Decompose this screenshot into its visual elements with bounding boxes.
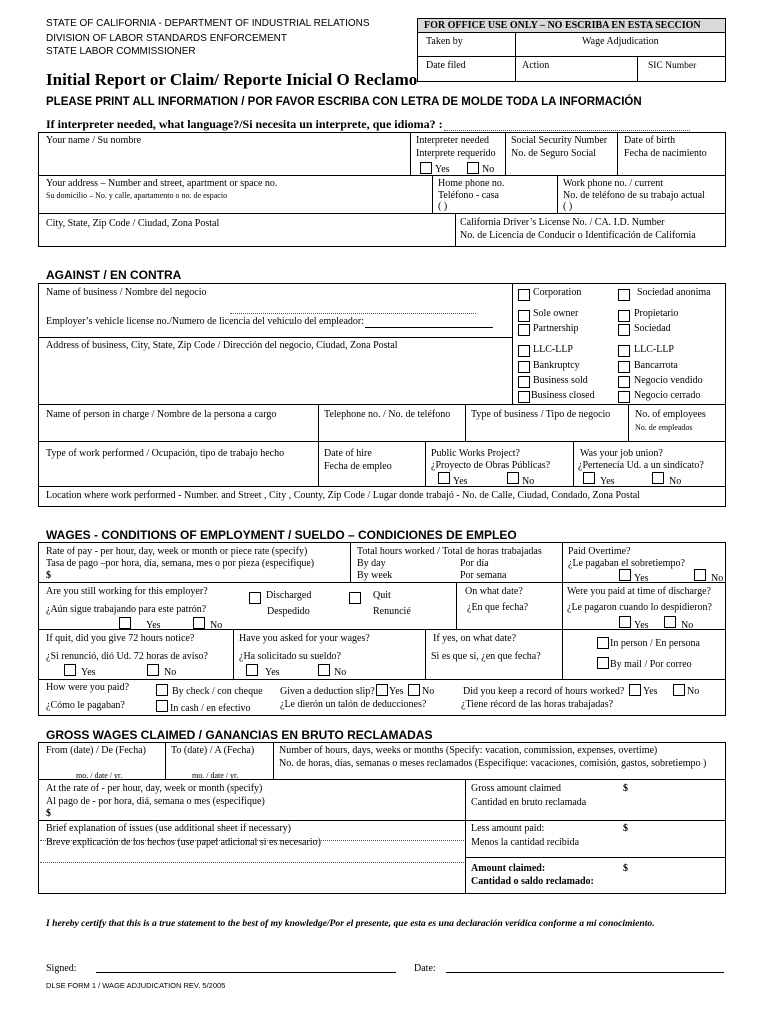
overtime-no-label: No [711,573,724,584]
agency-line-2: DIVISION OF LABOR STANDARDS ENFORCEMENT [46,33,287,44]
hire-date-label-es: Fecha de empleo [324,461,392,472]
llc-llp-es-label: LLC-LLP [634,344,674,355]
overtime-no-checkbox[interactable] [694,569,706,581]
corporation-label: Corporation [533,287,582,298]
discharged-label: Discharged [266,590,312,601]
union-no-checkbox[interactable] [652,472,664,484]
signed-label: Signed: [46,963,77,974]
work-type-label: Type of work performed / Ocupación, tipo de trabajo hecho [46,448,285,459]
public-works-no-label: No [522,476,535,487]
wages-heading: WAGES - CONDITIONS OF EMPLOYMENT / SUELDO – CONDICIONES DE EMPLEO [46,528,517,542]
deduction-slip-no-checkbox[interactable] [408,684,420,696]
propietario-checkbox[interactable] [618,310,630,322]
business-closed-checkbox[interactable] [518,391,530,403]
record-no-label: No [687,686,700,697]
amount-claimed-label-es: Cantidad o saldo reclamado: [471,876,594,887]
quit-label: Quit [373,590,391,601]
in-cash-checkbox[interactable] [156,700,168,712]
drivers-license-label: California Driver’s License No. / CA. I.D. Number [460,217,665,228]
rate-of-pay-label: Rate of pay - per hour, day, week or month or piece rate (specify) [46,546,308,557]
public-works-label-es: ¿Proyecto de Obras Públicas? [431,460,551,471]
home-phone-label-es: Teléfono - casa [438,190,499,201]
notice-no-label: No [164,667,177,678]
if-yes-date-label: If yes, on what date? [433,633,517,644]
en-que-fecha-label: ¿En que fecha? [467,602,529,613]
still-working-yes-checkbox[interactable] [119,617,131,629]
by-week-label: By week [357,570,393,581]
by-day-label: By day [357,558,386,569]
brief-explanation-label-es: Breve explicación de los hechos (use papel adicional si es necesario) [46,837,321,848]
interpreter-needed-label: Interpreter needed [416,135,490,146]
partnership-checkbox[interactable] [518,324,530,336]
employees-label: No. of employees [635,409,706,420]
paid-discharge-label-es: ¿Le pagaron cuando lo despidieron? [567,602,712,613]
on-what-date-label: On what date? [465,586,523,597]
still-working-label: Are you still working for this employer? [46,586,208,597]
bancarrota-label: Bancarrota [634,360,678,371]
vehicle-license-label: Employer’s vehicle license no./Numero de licencia del vehículo del empleador: [46,316,365,327]
interpreter-yes-label: Yes [435,164,450,175]
your-name-field[interactable] [46,149,404,171]
overtime-label-es: ¿Le pagaban el sobretiempo? [568,558,685,569]
business-sold-checkbox[interactable] [518,376,530,388]
still-working-no-checkbox[interactable] [193,617,205,629]
notice-label-es: ¿Si renunció, dió Ud. 72 horas de aviso? [46,651,208,662]
union-label: Was your job union? [580,448,663,459]
explanation-line-2[interactable] [40,861,464,863]
against-heading: AGAINST / EN CONTRA [46,268,182,282]
still-working-yes-label: Yes [146,620,161,631]
at-rate-label: At the rate of - per hour, day, week or month (specify) [46,783,263,794]
form-number: DLSE FORM 1 / WAGE ADJUDICATION REV. 5/2005 [46,981,226,990]
vehicle-license-field[interactable] [365,327,493,328]
work-phone-field[interactable]: ( ) [563,201,573,212]
less-paid-label-es: Menos la cantidad recibida [471,837,580,848]
city-label: City, State, Zip Code / Ciudad, Zona Postal [46,218,220,229]
office-date-filed: Date filed [426,60,466,71]
paid-discharge-yes-checkbox[interactable] [619,616,631,628]
signature-date-line[interactable] [446,972,724,973]
business-sold-label: Business sold [533,375,588,386]
por-semana-label: Por semana [460,570,507,581]
union-label-es: ¿Pertenecía Ud. a un sindicato? [578,460,704,471]
asked-no-label: No [334,667,347,678]
less-paid-label: Less amount paid: [471,823,545,834]
still-working-no-label: No [210,620,223,631]
asked-yes-label: Yes [265,667,280,678]
in-cash-label: In cash / en efectivo [170,703,251,714]
record-no-checkbox[interactable] [673,684,685,696]
if-yes-date-label-es: Si es que si, ¿en que fecha? [431,651,541,662]
sole-owner-checkbox[interactable] [518,310,530,322]
gross-amount-label: Gross amount claimed [471,783,561,794]
office-action: Action [522,60,550,71]
business-name-label: Name of business / Nombre del negocio [46,287,207,298]
dob-label: Date of birth [624,135,676,146]
renuncie-label: Renuncié [373,606,411,617]
form-title: Initial Report or Claim/ Reporte Inicial O Reclamo [46,70,418,89]
by-check-label: By check / con cheque [172,686,263,697]
address-label-es: Su domicilio – No. y calle, apartamento o no. de espacio [46,191,228,200]
por-dia-label: Por día [460,558,489,569]
from-date-label: From (date) / De (Fecha) [46,745,146,756]
public-works-yes-checkbox[interactable] [438,472,450,484]
office-taken-by: Taken by [426,36,463,47]
corporation-checkbox[interactable] [518,289,530,301]
record-yes-checkbox[interactable] [629,684,641,696]
number-hours-label: Number of hours, days, weeks or months (Specify: vacation, commission, expenses, overtime) [279,745,658,756]
interpreter-yes-checkbox[interactable] [420,162,432,174]
by-mail-label: By mail / Por correo [610,659,692,670]
partnership-label: Partnership [533,323,579,334]
employees-label-es: No. de empleados [635,423,693,432]
address-label: Your address – Number and street, apartment or space no. [46,178,278,189]
asked-yes-checkbox[interactable] [246,664,258,676]
certification-statement: I hereby certify that this is a true statement to the best of my knowledge/Por el presente, que esta es una declaración verídica conforme a mi conocimiento. [46,918,655,929]
work-phone-label: Work phone no. / current [563,178,663,189]
llc-llp-es-checkbox[interactable] [618,345,630,357]
union-no-label: No [669,476,682,487]
agency-line-1: STATE OF CALIFORNIA - DEPARTMENT OF INDUSTRIAL RELATIONS [46,18,370,29]
paid-discharge-no-label: No [681,620,694,631]
public-works-label: Public Works Project? [431,448,520,459]
paid-discharge-label: Were you paid at time of discharge? [567,586,711,597]
claimed-heading: GROSS WAGES CLAIMED / GANANCIAS EN BRUTO RECLAMADAS [46,728,433,742]
record-hours-label-es: ¿Tiene récord de las horas trabajadas? [461,699,614,710]
overtime-yes-label: Yes [634,573,649,584]
interpreter-question: If interpreter needed, what language?/Si necesita un interprete, que idioma? : [46,117,443,131]
interpreter-language-field[interactable] [444,129,690,131]
business-closed-label: Business closed [531,390,595,401]
home-phone-label: Home phone no. [438,178,505,189]
overtime-yes-checkbox[interactable] [619,569,631,581]
brief-explanation-label: Brief explanation of issues (use additional sheet if necessary) [46,823,291,834]
public-works-yes-label: Yes [453,476,468,487]
rate-of-pay-label-es: Tasa de pago –por hora, día, semana, mes o por pieza (especifique) [46,558,315,569]
union-yes-label: Yes [600,476,615,487]
asked-no-checkbox[interactable] [318,664,330,676]
to-date-format: mo. / date / yr. [192,771,239,780]
office-heading: FOR OFFICE USE ONLY – NO ESCRIBA EN ESTA SECCION [424,20,701,31]
sociedad-checkbox[interactable] [618,324,630,336]
number-hours-label-es: No. de horas, días, semanas o meses reclamados (Especifique: vacaciones, comisión, gastos, sobretiempo ) [279,758,707,769]
address-field[interactable] [46,200,426,212]
bankruptcy-checkbox[interactable] [518,361,530,373]
negocio-vendido-label: Negocio vendido [634,375,703,386]
at-rate-label-es: Al pago de - por hora, diá, semana o mes (especifique) [46,796,265,807]
interpreter-no-label: No [482,164,495,175]
dob-label-es: Fecha de nacimiento [624,148,707,159]
less-paid-dollar: $ [623,823,628,834]
negocio-vendido-checkbox[interactable] [618,376,630,388]
propietario-label: Propietario [634,308,679,319]
in-person-label: In person / En persona [610,638,700,649]
office-wage-adjudication: Wage Adjudication [582,36,659,47]
gross-amount-dollar: $ [623,783,628,794]
sole-owner-label: Sole owner [533,308,579,319]
sociedad-anonima-checkbox[interactable] [618,289,630,301]
negocio-cerrado-label: Negocio cerrado [634,390,701,401]
paid-discharge-yes-label: Yes [634,620,649,631]
hours-worked-label: Total hours worked / Total de horas trabajadas [357,546,542,557]
deduction-slip-yes-label: Yes [389,686,404,697]
at-rate-dollar: $ [46,808,51,819]
bankruptcy-label: Bankruptcy [533,360,580,371]
by-mail-checkbox[interactable] [597,657,609,669]
instructions: PLEASE PRINT ALL INFORMATION / POR FAVOR ESCRIBA CON LETRA DE MOLDE TODA LA INFORMACIÓN [46,96,642,108]
despedido-label: Despedido [267,606,310,617]
your-name-label: Your name / Su nombre [46,135,142,146]
drivers-license-label-es: No. de Licencia de Conducir o Identificación de California [460,230,696,241]
home-phone-field[interactable]: ( ) [438,201,448,212]
how-paid-label-es: ¿Cómo le pagaban? [46,700,125,711]
discharged-checkbox[interactable] [249,592,261,604]
work-location-label: Location where work performed - Number. and Street , City , County, Zip Code / Lugar donde trabajó - No. de Calle, Ciudad, Condado, Zona Postal [46,490,640,501]
amount-claimed-dollar: $ [623,863,628,874]
signature-line[interactable] [96,972,396,973]
business-address-label: Address of business, City, State, Zip Code / Dirección del negocio, Ciudad, Zona Postal [46,340,398,351]
notice-yes-label: Yes [81,667,96,678]
business-name-field[interactable] [230,312,476,314]
hire-date-label: Date of hire [324,448,372,459]
agency-line-3: STATE LABOR COMMISSIONER [46,46,196,57]
rate-dollar-sign: $ [46,570,51,581]
interpreter-no-checkbox[interactable] [467,162,479,174]
notice-yes-checkbox[interactable] [64,664,76,676]
amount-claimed-label: Amount claimed: [471,863,546,874]
gross-amount-label-es: Cantidad en bruto reclamada [471,797,587,808]
record-hours-label: Did you keep a record of hours worked? [463,686,625,697]
interpreter-required-label: Interprete requerido [416,148,496,159]
llc-llp-checkbox[interactable] [518,345,530,357]
how-paid-label: How were you paid? [46,682,130,693]
ssn-label: Social Security Number [511,135,608,146]
bancarrota-checkbox[interactable] [618,361,630,373]
paid-discharge-no-checkbox[interactable] [664,616,676,628]
type-of-business-label: Type of business / Tipo de negocio [471,409,611,420]
by-check-checkbox[interactable] [156,684,168,696]
public-works-no-checkbox[interactable] [507,472,519,484]
record-yes-label: Yes [643,686,658,697]
date-label: Date: [414,963,436,974]
in-person-checkbox[interactable] [597,637,609,649]
deduction-slip-no-label: No [422,686,435,697]
deduction-slip-yes-checkbox[interactable] [376,684,388,696]
asked-wages-label: Have you asked for your wages? [239,633,370,644]
sociedad-anonima-label: Sociedad anonima [637,287,711,298]
overtime-label: Paid Overtime? [568,546,631,557]
still-working-label-es: ¿Aún sigue trabajando para este patrón? [46,604,207,615]
negocio-cerrado-checkbox[interactable] [618,391,630,403]
deduction-slip-label: Given a deduction slip? [280,686,375,697]
ssn-label-es: No. de Seguro Social [511,148,596,159]
quit-checkbox[interactable] [349,592,361,604]
to-date-label: To (date) / A (Fecha) [171,745,255,756]
business-phone-label: Telephone no. / No. de teléfono [324,409,451,420]
notice-label: If quit, did you give 72 hours notice? [46,633,195,644]
work-phone-label-es: No. de teléfono de su trabajo actual [563,190,705,201]
union-yes-checkbox[interactable] [583,472,595,484]
llc-llp-label: LLC-LLP [533,344,573,355]
person-in-charge-label: Name of person in charge / Nombre de la persona a cargo [46,409,277,420]
from-date-format: mo. / date / yr. [76,771,123,780]
office-sic: SIC Number [648,61,697,71]
notice-no-checkbox[interactable] [147,664,159,676]
sociedad-label: Sociedad [634,323,671,334]
asked-wages-label-es: ¿Ha solicitado su sueldo? [239,651,341,662]
deduction-slip-label-es: ¿Le dierón un talón de deducciones? [280,699,427,710]
